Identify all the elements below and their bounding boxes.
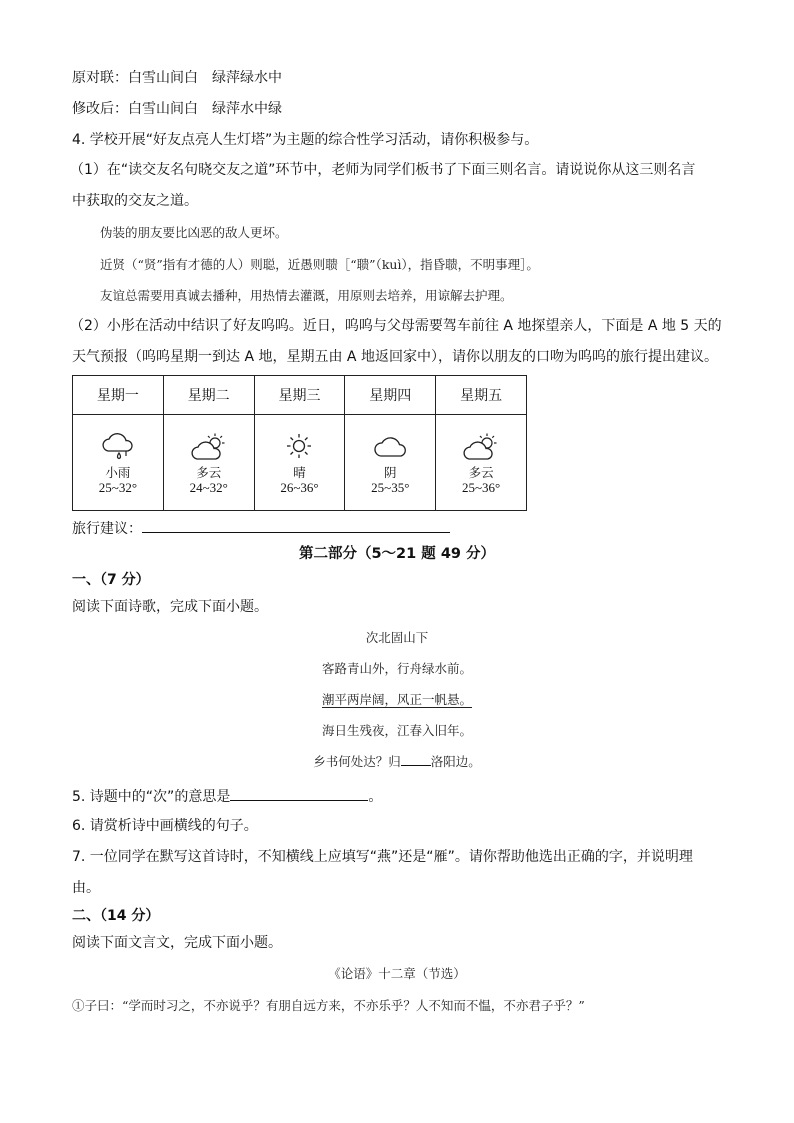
question-5-blank[interactable] xyxy=(230,786,368,801)
weather-day: 星期五 xyxy=(436,376,527,415)
partly-cloudy-icon xyxy=(189,431,229,463)
weather-day: 星期二 xyxy=(163,376,254,415)
question-4-2-line1: （2）小彤在活动中结识了好友呜呜。近日，呜呜与父母需要驾车前往 A 地探望亲人，下面是 A 地 5 天的 xyxy=(70,318,722,334)
weather-cell xyxy=(436,415,527,511)
poem-line-4-end: 洛阳边。 xyxy=(430,754,481,769)
section-2-intro: 阅读下面文言文，完成下面小题。 xyxy=(72,935,282,951)
rain-cloud-icon xyxy=(98,431,138,463)
weather-temp: 24~32° xyxy=(189,479,228,495)
sun-icon xyxy=(279,431,319,463)
quote-3: 友谊总需要用真诚去播种，用热情去灌溉，用原则去培养，用谅解去护理。 xyxy=(100,288,513,303)
travel-advice-row xyxy=(72,518,450,539)
question-5 xyxy=(72,786,382,807)
poem-blank[interactable] xyxy=(401,753,431,766)
lunyu-title: 《论语》十二章（节选） xyxy=(328,966,466,981)
weather-day: 星期三 xyxy=(254,376,345,415)
weather-cell xyxy=(254,415,345,511)
weather-day: 星期四 xyxy=(345,376,436,415)
travel-advice-blank[interactable] xyxy=(142,518,450,533)
poem-title: 次北固山下 xyxy=(365,630,429,645)
question-4-1-line2: 中获取的交友之道。 xyxy=(72,193,198,209)
weather-cell xyxy=(73,415,164,511)
partly-cloudy-icon xyxy=(461,431,501,463)
weather-desc: 多云 xyxy=(468,464,494,480)
poem-line-2 xyxy=(0,691,794,709)
weather-cell xyxy=(163,415,254,511)
weather-body-row xyxy=(73,415,527,511)
couplet-original: 原对联：白雪山间白 绿萍绿水中 xyxy=(72,70,282,86)
question-5-text: 5. 诗题中的“次”的意思是 xyxy=(72,789,231,805)
cloud-icon xyxy=(370,431,410,463)
question-6: 6. 请赏析诗中画横线的句子。 xyxy=(72,818,258,834)
question-4-1-line1: （1）在“读交友名句晓交友之道”环节中，老师为同学们板书了下面三则名言。请说说你从这三则名言 xyxy=(70,162,696,178)
section-2-title: 二、（14 分） xyxy=(72,908,160,924)
poem-line-4 xyxy=(0,753,794,771)
question-5-end: 。 xyxy=(368,789,383,805)
poem-line-4-start: 乡书何处达？归 xyxy=(313,754,401,769)
weather-temp: 26~36° xyxy=(280,479,319,495)
question-4-2-line2: 天气预报（呜呜星期一到达 A 地，星期五由 A 地返回家中），请你以朋友的口吻为呜呜的旅行提出建议。 xyxy=(72,349,718,365)
quote-2: 近贤（“贤”指有才德的人）则聪，近愚则聩［“聩”（kuì），指昏聩，不明事理］。 xyxy=(100,257,539,272)
weather-temp: 25~36° xyxy=(461,479,501,495)
weather-temp: 25~35° xyxy=(371,479,410,495)
weather-temp: 25~32° xyxy=(98,479,138,495)
weather-day: 星期一 xyxy=(73,376,164,415)
question-4-intro: 4. 学校开展“好友点亮人生灯塔”为主题的综合性学习活动，请你积极参与。 xyxy=(72,132,539,148)
weather-forecast-table xyxy=(72,375,527,511)
part-2-title: 第二部分（5～21 题 49 分） xyxy=(298,546,496,562)
weather-cell xyxy=(345,415,436,511)
couplet-revised: 修改后：白雪山间白 绿萍水中绿 xyxy=(72,101,282,117)
weather-desc: 多云 xyxy=(196,464,222,480)
question-7-line2: 由。 xyxy=(72,880,100,896)
weather-desc: 晴 xyxy=(293,464,306,480)
quote-1: 伪装的朋友要比凶恶的敌人更坏。 xyxy=(100,225,288,240)
weather-desc: 小雨 xyxy=(105,464,131,480)
section-1-intro: 阅读下面诗歌，完成下面小题。 xyxy=(72,599,268,615)
question-7-line1: 7. 一位同学在默写这首诗时，不知横线上应填写“燕”还是“雁”。请你帮助他选出正确的字，并说明理 xyxy=(72,849,693,865)
travel-advice-label: 旅行建议： xyxy=(72,521,142,537)
lunyu-passage-1: ①子曰：“学而时习之，不亦说乎？有朋自远方来，不亦乐乎？人不知而不愠，不亦君子乎？” xyxy=(72,998,585,1013)
weather-header-row xyxy=(73,376,527,415)
poem-line-1: 客路青山外，行舟绿水前。 xyxy=(321,661,472,676)
poem-line-2-underlined: 潮平两岸阔，风正一帆悬。 xyxy=(321,692,472,707)
section-1-title: 一、（7 分） xyxy=(72,572,150,588)
weather-desc: 阴 xyxy=(384,464,397,480)
poem-line-3: 海日生残夜，江春入旧年。 xyxy=(321,723,472,738)
